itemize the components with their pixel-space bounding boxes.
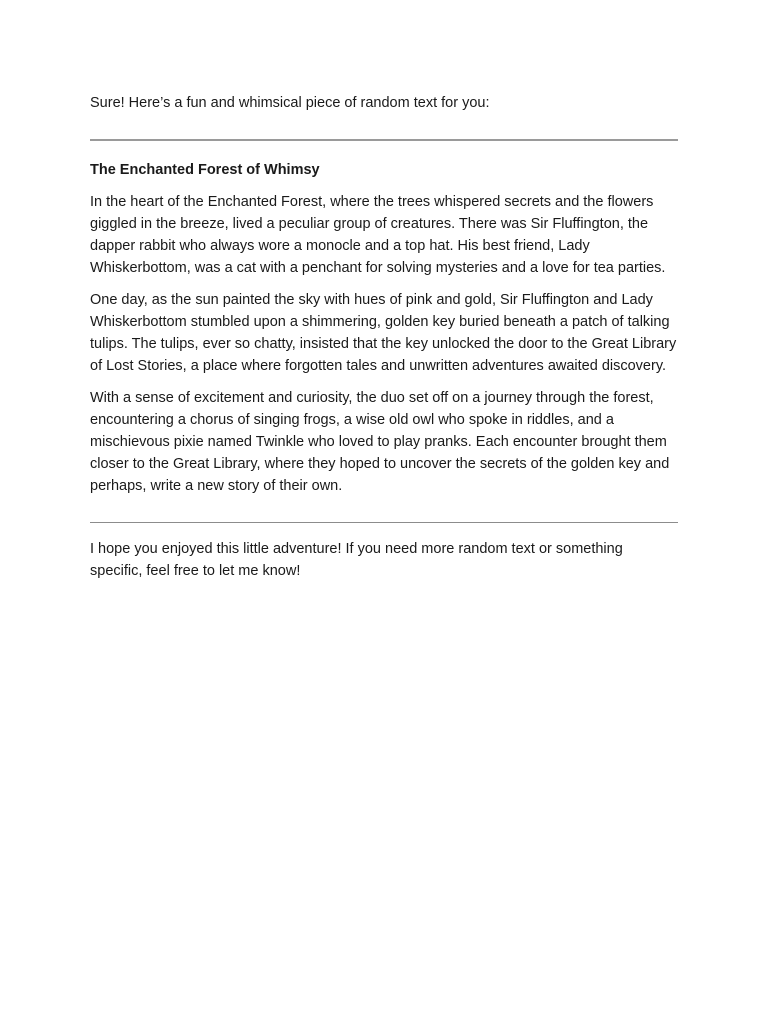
- story-paragraph-2: One day, as the sun painted the sky with hues of pink and gold, Sir Fluffington and Lady Whiskerbottom stumbled upon a shimmering, golden key buried beneath a patch of talking tulips. The tulips, ever so chatty, insisted that the key unlocked the door to the Great Library of Lost Stories, a place where forgotten tales and unwritten adventures awaited discovery.: [90, 292, 677, 374]
- intro-text: Sure! Here’s a fun and whimsical piece of random text for you:: [90, 95, 490, 111]
- divider-top: [90, 139, 678, 141]
- story-paragraph-1: In the heart of the Enchanted Forest, where the trees whispered secrets and the flowers giggled in the breeze, lived a peculiar group of creatures. There was Sir Fluffington, the dapper rabbit who always wore a monocle and a top hat. His best friend, Lady Whiskerbottom, was a cat with a penchant for solving mysteries and a love for tea parties.: [90, 194, 666, 276]
- story-section: [90, 159, 678, 497]
- closing-text: I hope you enjoyed this little adventure! If you need more random text or something specific, feel free to let me know!: [90, 541, 623, 579]
- story-title: The Enchanted Forest of Whimsy: [90, 162, 320, 178]
- story-paragraph-3: With a sense of excitement and curiosity, the duo set off on a journey through the forest, encountering a chorus of singing frogs, a wise old owl who spoke in riddles, and a mischievous pixie named Twinkle who loved to play pranks. Each encounter brought them closer to the Great Library, where they hoped to uncover the secrets of the golden key and perhaps, write a new story of their own.: [90, 390, 670, 494]
- divider-bottom: [90, 522, 678, 523]
